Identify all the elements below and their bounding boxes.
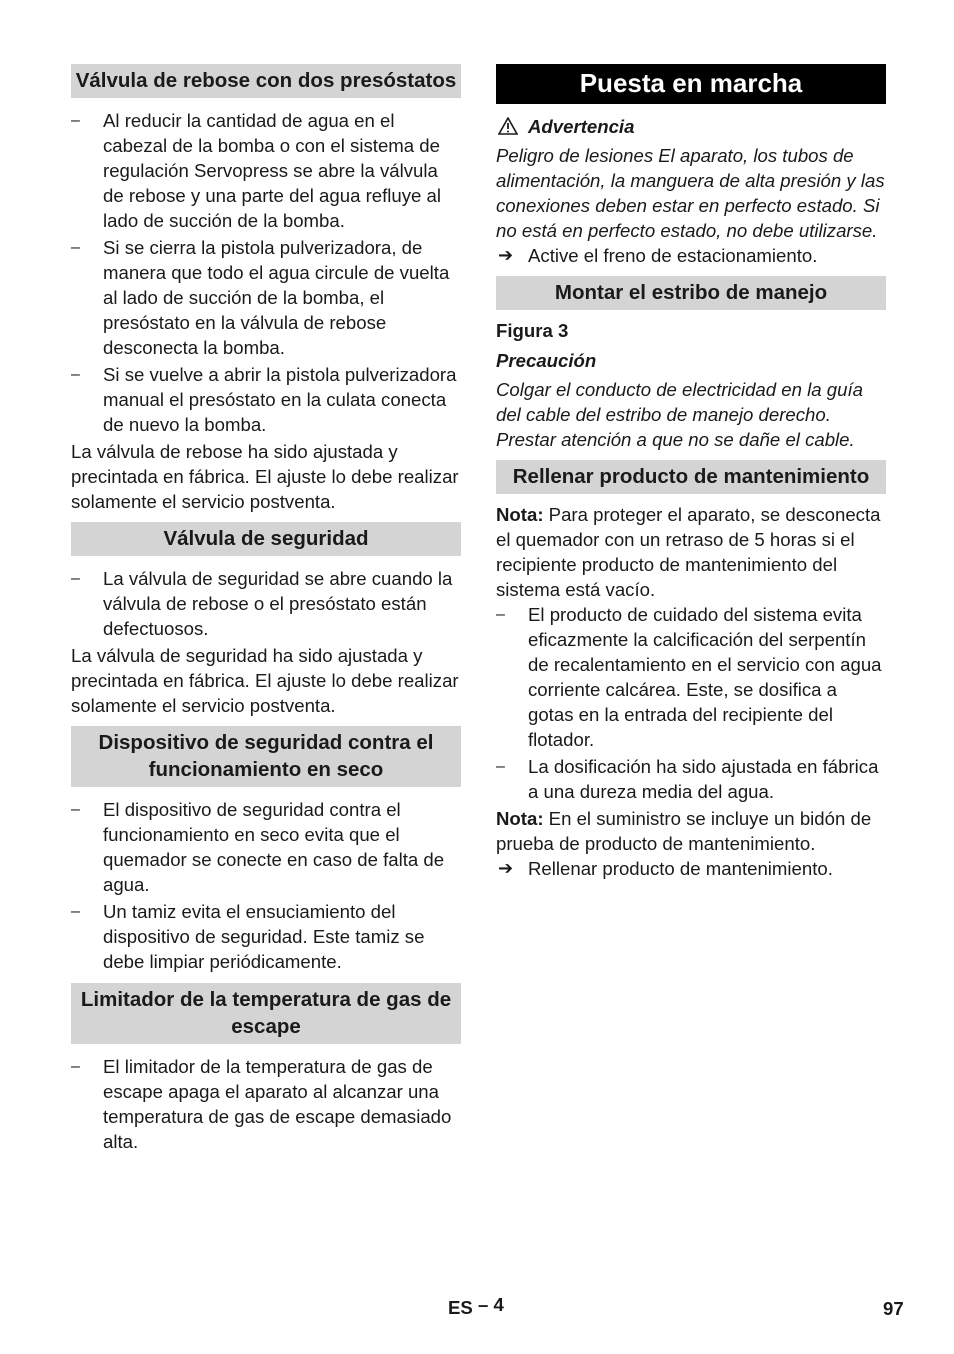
footer-language: ES xyxy=(448,1297,473,1318)
list-item-text: El limitador de la temperatura de gas de escape apaga el aparato al alcanzar una temperatura de gas de escape demasiado alta. xyxy=(103,1056,452,1152)
heading-dry-run-protection: Dispositivo de seguridad contra el funcionamiento en seco xyxy=(71,726,461,787)
footer-page-number: 97 xyxy=(883,1298,904,1319)
right-column xyxy=(496,64,886,881)
note-text: En el suministro se incluye un bidón de prueba de producto de mantenimiento. xyxy=(496,808,872,854)
heading-exhaust-temp-limiter: Limitador de la temperatura de gas de escape xyxy=(71,983,461,1044)
dash-icon: – xyxy=(71,570,80,587)
dash-icon: – xyxy=(71,801,80,818)
list-overflow-valve xyxy=(71,108,461,437)
list-item-text: La dosificación ha sido ajustada en fábrica a una dureza media del agua. xyxy=(528,756,879,802)
list-item-text: Al reducir la cantidad de agua en el cabezal de la bomba o con el sistema de regulación Servopress se abre la válvula de rebose y una parte del agua refluye al lado de succión de la bomba. xyxy=(103,110,442,231)
dash-icon: – xyxy=(496,606,505,623)
step-text: Rellenar producto de mantenimiento. xyxy=(528,858,833,879)
list-care-product xyxy=(496,602,886,804)
arrow-right-icon: ➔ xyxy=(498,858,514,878)
caution-label: Precaución xyxy=(496,350,597,371)
list-item-text: La válvula de seguridad se abre cuando la válvula de rebose o el presóstato están defectuosos. xyxy=(103,568,453,639)
step-text: Active el freno de estacionamiento. xyxy=(528,245,818,266)
note-label: Nota: xyxy=(496,808,544,829)
list-item xyxy=(71,566,461,641)
note-burner-delay xyxy=(496,502,886,602)
note-label: Nota: xyxy=(496,504,544,525)
list-item xyxy=(71,362,461,437)
heading-safety-valve: Válvula de seguridad xyxy=(71,522,461,556)
list-item xyxy=(496,602,886,752)
heading-start-up: Puesta en marcha xyxy=(496,64,886,104)
list-item-text: Si se vuelve a abrir la pistola pulverizadora manual el presóstato en la culata conecta de nuevo la bomba. xyxy=(103,364,457,435)
list-item-text: El producto de cuidado del sistema evita eficazmente la calcificación del serpentín de recalentamiento en el servicio con agua corriente calcárea. Este, se dosifica a gotas en la entrada del recipiente del flotador. xyxy=(528,604,882,750)
list-item-text: El dispositivo de seguridad contra el funcionamiento en seco evita que el quemador se conecte en caso de falta de agua. xyxy=(103,799,445,895)
heading-mount-handle: Montar el estribo de manejo xyxy=(496,276,886,310)
paragraph-overflow-valve-note: La válvula de rebose ha sido ajustada y precintada en fábrica. El ajuste lo debe realizar solamente el servicio postventa. xyxy=(71,441,459,512)
step-refill xyxy=(496,856,886,881)
list-item-text: Si se cierra la pistola pulverizadora, de manera que todo el agua circule de vuelta al lado de succión de la bomba, el presóstato en la válvula de rebose desconecta la bomba. xyxy=(103,237,450,358)
step-parking-brake xyxy=(496,243,886,268)
heading-refill-care-product: Rellenar producto de mantenimiento xyxy=(496,460,886,494)
dash-icon: – xyxy=(71,239,80,256)
dash-icon: – xyxy=(71,1058,80,1075)
list-item xyxy=(71,108,461,233)
warning-label: Advertencia xyxy=(528,116,635,137)
list-exhaust-temp-limiter xyxy=(71,1054,461,1154)
list-item xyxy=(71,235,461,360)
warning-text: Peligro de lesiones El aparato, los tubos de alimentación, la manguera de alta presión y las conexiones deben estar en perfecto estado. Si no está en perfecto estado, no debe utilizarse. xyxy=(496,145,885,241)
list-item xyxy=(496,754,886,804)
footer-section-marker xyxy=(448,1294,504,1319)
warning-heading xyxy=(496,114,886,139)
dash-icon: – xyxy=(496,758,505,775)
left-column xyxy=(71,64,461,1154)
list-item xyxy=(71,797,461,897)
paragraph-safety-valve-note: La válvula de seguridad ha sido ajustada y precintada en fábrica. El ajuste lo debe realizar solamente el servicio postventa. xyxy=(71,645,459,716)
note-test-canister xyxy=(496,806,886,856)
note-text: Para proteger el aparato, se desconecta el quemador con un retraso de 5 horas si el recipiente producto de mantenimiento del sistema está vacío. xyxy=(496,504,881,600)
dash-icon: – xyxy=(71,366,80,383)
dash-icon: – xyxy=(71,903,80,920)
list-item xyxy=(71,899,461,974)
dash-icon: – xyxy=(71,112,80,129)
arrow-right-icon: ➔ xyxy=(498,245,514,265)
list-safety-valve xyxy=(71,566,461,641)
list-item-text: Un tamiz evita el ensuciamiento del dispositivo de seguridad. Este tamiz se debe limpiar periódicamente. xyxy=(103,901,425,972)
figure-label: Figura 3 xyxy=(496,320,569,341)
warning-triangle-icon xyxy=(498,117,518,135)
list-dry-run-protection xyxy=(71,797,461,974)
heading-overflow-valve: Válvula de rebose con dos presóstatos xyxy=(71,64,461,98)
footer-section-number: – 4 xyxy=(477,1294,504,1315)
caution-text: Colgar el conducto de electricidad en la guía del cable del estribo de manejo derecho. Prestar atención a que no se dañe el cable. xyxy=(496,379,863,450)
list-item xyxy=(71,1054,461,1154)
